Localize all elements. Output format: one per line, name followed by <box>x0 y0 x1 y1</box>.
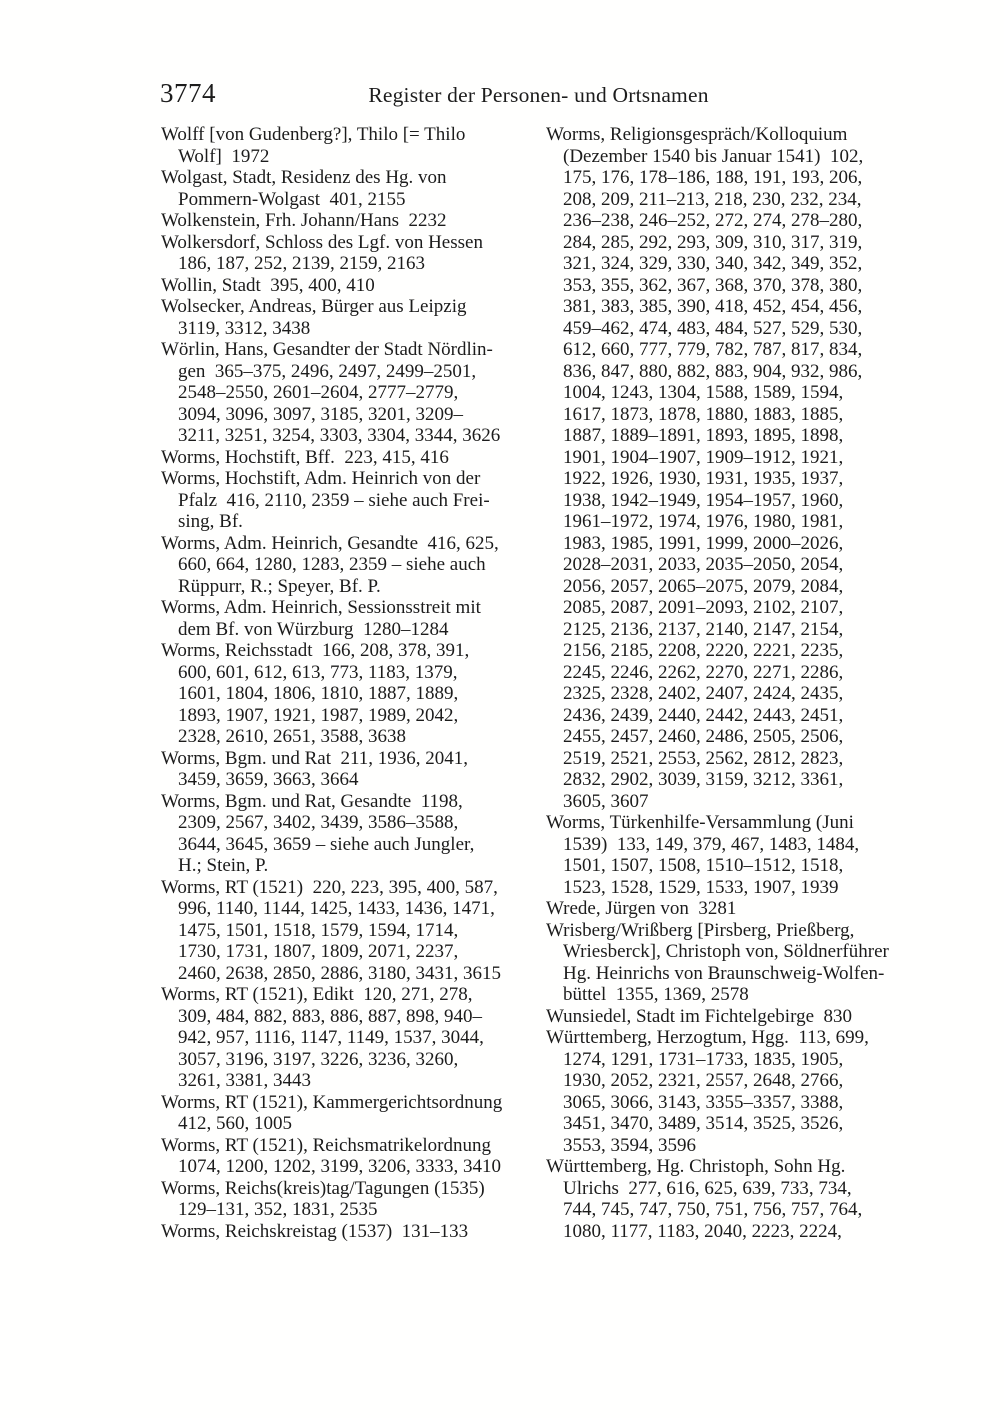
entry-continuation-line: 1074, 1200, 1202, 3199, 3206, 3333, 3410 <box>178 1156 501 1177</box>
entry-head-line: Worms, RT (1521), Kammergerichtsordnung <box>161 1091 503 1113</box>
index-entry <box>161 1221 543 1243</box>
entry-continuation-line: sing, Bf. <box>178 511 243 532</box>
index-entry <box>161 275 543 297</box>
entry-continuation-line: 175, 176, 178–186, 188, 191, 193, 206, <box>563 167 863 188</box>
entry-continuation-line: 3094, 3096, 3097, 3185, 3201, 3209– <box>178 403 463 425</box>
entry-continuation-line: 3451, 3470, 3489, 3514, 3525, 3526, <box>563 1113 844 1134</box>
entry-continuation-line: 353, 355, 362, 367, 368, 370, 378, 380, <box>563 274 863 296</box>
entry-continuation-line: dem Bf. von Würzburg 1280–1284 <box>178 618 449 640</box>
entry-continuation-line: Pfalz 416, 2110, 2359 – siehe auch Frei- <box>178 489 490 511</box>
index-entry <box>161 984 543 1092</box>
entry-continuation-line: 381, 383, 385, 390, 418, 452, 454, 456, <box>563 296 863 317</box>
entry-continuation-line: 1893, 1907, 1921, 1987, 1989, 2042, <box>178 704 459 726</box>
index-entry <box>546 124 928 812</box>
entry-continuation-line: Wriesberck], Christoph von, Söldnerführer <box>563 941 889 962</box>
index-entry <box>161 791 543 877</box>
entry-continuation-line: 3119, 3312, 3438 <box>178 317 311 339</box>
entry-continuation-line: 1922, 1926, 1930, 1931, 1935, 1937, <box>563 468 844 489</box>
entry-continuation-line: 1617, 1873, 1878, 1880, 1883, 1885, <box>563 403 844 425</box>
entry-continuation-line: 3211, 3251, 3254, 3303, 3304, 3344, 3626 <box>178 425 501 446</box>
entry-head-line: Wollin, Stadt 395, 400, 410 <box>161 274 375 296</box>
index-entry <box>161 597 543 640</box>
entry-continuation-line: 2028–2031, 2033, 2035–2050, 2054, <box>563 554 844 575</box>
entry-continuation-line: 2460, 2638, 2850, 2886, 3180, 3431, 3615 <box>178 962 501 984</box>
entry-continuation-line: 660, 664, 1280, 1283, 2359 – siehe auch <box>178 554 486 575</box>
index-entry <box>161 533 543 598</box>
entry-continuation-line: 1983, 1985, 1991, 1999, 2000–2026, <box>563 532 844 554</box>
entry-continuation-line: büttel 1355, 1369, 2578 <box>563 984 749 1005</box>
entry-continuation-line: gen 365–375, 2496, 2497, 2499–2501, <box>178 360 477 382</box>
entry-continuation-line: 1475, 1501, 1518, 1579, 1594, 1714, <box>178 919 459 941</box>
entry-head-line: Wunsiedel, Stadt im Fichtelgebirge 830 <box>546 1005 853 1027</box>
entry-head-line: Wörlin, Hans, Gesandter der Stadt Nördlin- <box>161 339 493 360</box>
index-entry <box>546 812 928 898</box>
entry-continuation-line: 3605, 3607 <box>563 790 649 812</box>
entry-head-line: Worms, Hochstift, Bff. 223, 415, 416 <box>161 446 449 468</box>
entry-continuation-line: (Dezember 1540 bis Januar 1541) 102, <box>563 145 864 167</box>
entry-head-line: Wolsecker, Andreas, Bürger aus Leipzig <box>161 296 467 317</box>
entry-head-line: Worms, Adm. Heinrich, Gesandte 416, 625, <box>161 532 499 554</box>
entry-continuation-line: 3459, 3659, 3663, 3664 <box>178 769 359 790</box>
entry-continuation-line: Wolf] 1972 <box>178 145 270 167</box>
entry-continuation-line: 1523, 1528, 1529, 1533, 1907, 1939 <box>563 876 839 898</box>
entry-head-line: Worms, Bgm. und Rat 211, 1936, 2041, <box>161 747 469 769</box>
index-entry <box>161 447 543 469</box>
index-entry <box>161 1178 543 1221</box>
entry-head-line: Worms, RT (1521), Reichsmatrikelordnung <box>161 1134 491 1156</box>
entry-continuation-line: 236–238, 246–252, 272, 274, 278–280, <box>563 210 863 231</box>
index-column-right <box>546 124 928 1242</box>
entry-continuation-line: 284, 285, 292, 293, 309, 310, 317, 319, <box>563 231 863 253</box>
entry-continuation-line: 942, 957, 1116, 1147, 1149, 1537, 3044, <box>178 1027 484 1048</box>
entry-continuation-line: Rüppurr, R.; Speyer, Bf. P. <box>178 575 381 597</box>
index-entry <box>161 232 543 275</box>
entry-continuation-line: 2519, 2521, 2553, 2562, 2812, 2823, <box>563 747 844 769</box>
entry-continuation-line: 3261, 3381, 3443 <box>178 1070 311 1091</box>
entry-continuation-line: 2309, 2567, 3402, 3439, 3586–3588, <box>178 812 459 833</box>
page-number: 3774 <box>160 78 216 108</box>
entry-head-line: Worms, RT (1521), Edikt 120, 271, 278, <box>161 984 473 1005</box>
index-entry <box>161 1092 543 1135</box>
entry-continuation-line: 1004, 1243, 1304, 1588, 1589, 1594, <box>563 382 844 403</box>
running-header-title: Register der Personen- und Ortsnamen <box>368 83 709 107</box>
entry-continuation-line: 612, 660, 777, 779, 782, 787, 817, 834, <box>563 339 863 360</box>
entry-continuation-line: 1887, 1889–1891, 1893, 1895, 1898, <box>563 425 844 446</box>
entry-continuation-line: 1901, 1904–1907, 1909–1912, 1921, <box>563 446 844 468</box>
entry-continuation-line: Pommern-Wolgast 401, 2155 <box>178 188 406 210</box>
entry-continuation-line: 459–462, 474, 483, 484, 527, 529, 530, <box>563 317 863 339</box>
entry-head-line: Worms, Adm. Heinrich, Sessionsstreit mit <box>161 597 481 618</box>
entry-head-line: Worms, Reichsstadt 166, 208, 378, 391, <box>161 640 470 661</box>
entry-continuation-line: 1961–1972, 1974, 1976, 1980, 1981, <box>563 511 844 532</box>
entry-continuation-line: 2325, 2328, 2402, 2407, 2424, 2435, <box>563 683 844 704</box>
entry-continuation-line: 600, 601, 612, 613, 773, 1183, 1379, <box>178 661 458 683</box>
entry-continuation-line: 186, 187, 252, 2139, 2159, 2163 <box>178 253 425 274</box>
entry-continuation-line: 2436, 2439, 2440, 2442, 2443, 2451, <box>563 704 844 726</box>
entry-continuation-line: 1274, 1291, 1731–1733, 1835, 1905, <box>563 1048 844 1070</box>
entry-continuation-line: 309, 484, 882, 883, 886, 887, 898, 940– <box>178 1005 482 1027</box>
index-entry <box>546 920 928 1006</box>
entry-continuation-line: 2245, 2246, 2262, 2270, 2271, 2286, <box>563 661 844 683</box>
entry-head-line: Wolgast, Stadt, Residenz des Hg. von <box>161 167 447 188</box>
entry-head-line: Wolkenstein, Frh. Johann/Hans 2232 <box>161 210 447 231</box>
entry-continuation-line: Hg. Heinrichs von Braunschweig-Wolfen- <box>563 962 885 984</box>
entry-head-line: Württemberg, Hg. Christoph, Sohn Hg. <box>546 1156 846 1177</box>
entry-continuation-line: 412, 560, 1005 <box>178 1113 292 1134</box>
entry-head-line: Wolff [von Gudenberg?], Thilo [= Thilo <box>161 124 466 145</box>
index-entry <box>161 167 543 210</box>
entry-continuation-line: 3057, 3196, 3197, 3226, 3236, 3260, <box>178 1048 459 1070</box>
entry-continuation-line: 2832, 2902, 3039, 3159, 3212, 3361, <box>563 769 844 790</box>
entry-continuation-line: 321, 324, 329, 330, 340, 342, 349, 352, <box>563 253 863 274</box>
entry-continuation-line: H.; Stein, P. <box>178 855 269 876</box>
entry-continuation-line: 1539) 133, 149, 379, 467, 1483, 1484, <box>563 833 860 855</box>
index-entry <box>161 210 543 232</box>
entry-head-line: Wrede, Jürgen von 3281 <box>546 898 737 919</box>
entry-continuation-line: 129–131, 352, 1831, 2535 <box>178 1199 378 1220</box>
entry-continuation-line: 2455, 2457, 2460, 2486, 2505, 2506, <box>563 726 844 747</box>
entry-continuation-line: 1938, 1942–1949, 1954–1957, 1960, <box>563 489 844 511</box>
index-entry <box>161 877 543 985</box>
index-entry <box>161 339 543 447</box>
entry-continuation-line: Ulrichs 277, 616, 625, 639, 733, 734, <box>563 1177 852 1199</box>
index-entry <box>161 124 543 167</box>
entry-head-line: Worms, Hochstift, Adm. Heinrich von der <box>161 468 481 489</box>
entry-continuation-line: 208, 209, 211–213, 218, 230, 232, 234, <box>563 188 862 210</box>
entry-continuation-line: 1080, 1177, 1183, 2040, 2223, 2224, <box>563 1220 842 1242</box>
entry-continuation-line: 1930, 2052, 2321, 2557, 2648, 2766, <box>563 1070 844 1091</box>
entry-head-line: Worms, RT (1521) 220, 223, 395, 400, 587, <box>161 876 498 898</box>
entry-head-line: Worms, Reichskreistag (1537) 131–133 <box>161 1220 469 1242</box>
entry-continuation-line: 2156, 2185, 2208, 2220, 2221, 2235, <box>563 640 844 661</box>
entry-head-line: Worms, Religionsgespräch/Kolloquium <box>546 124 848 145</box>
index-entry <box>161 296 543 339</box>
entry-continuation-line: 3644, 3645, 3659 – siehe auch Jungler, <box>178 833 475 855</box>
entry-continuation-line: 2085, 2087, 2091–2093, 2102, 2107, <box>563 597 844 618</box>
entry-continuation-line: 2548–2550, 2601–2604, 2777–2779, <box>178 382 459 403</box>
entry-continuation-line: 996, 1140, 1144, 1425, 1433, 1436, 1471, <box>178 898 495 919</box>
entry-continuation-line: 1730, 1731, 1807, 1809, 2071, 2237, <box>178 941 459 962</box>
index-entry <box>161 1135 543 1178</box>
entry-continuation-line: 2125, 2136, 2137, 2140, 2147, 2154, <box>563 618 844 640</box>
entry-continuation-line: 2056, 2057, 2065–2075, 2079, 2084, <box>563 575 844 597</box>
entry-head-line: Wolkersdorf, Schloss des Lgf. von Hessen <box>161 231 483 253</box>
index-entry <box>161 640 543 748</box>
entry-continuation-line: 1601, 1804, 1806, 1810, 1887, 1889, <box>178 683 459 704</box>
index-entry <box>161 468 543 533</box>
entry-continuation-line: 3553, 3594, 3596 <box>563 1134 696 1156</box>
index-entry <box>546 1027 928 1156</box>
entry-continuation-line: 3065, 3066, 3143, 3355–3357, 3388, <box>563 1091 844 1113</box>
index-entry <box>546 1006 928 1028</box>
entry-continuation-line: 1501, 1507, 1508, 1510–1512, 1518, <box>563 855 844 876</box>
entry-head-line: Worms, Türkenhilfe-Versammlung (Juni <box>546 812 854 833</box>
entry-continuation-line: 836, 847, 880, 882, 883, 904, 932, 986, <box>563 360 863 382</box>
entry-head-line: Worms, Bgm. und Rat, Gesandte 1198, <box>161 790 463 812</box>
entry-continuation-line: 744, 745, 747, 750, 751, 756, 757, 764, <box>563 1199 863 1220</box>
index-column-left <box>161 124 543 1242</box>
index-entry <box>546 1156 928 1242</box>
entry-continuation-line: 2328, 2610, 2651, 3588, 3638 <box>178 726 406 747</box>
entry-head-line: Wrisberg/Wrißberg [Pirsberg, Prießberg, <box>546 919 855 941</box>
entry-head-line: Württemberg, Herzogtum, Hgg. 113, 699, <box>546 1027 869 1048</box>
entry-head-line: Worms, Reichs(kreis)tag/Tagungen (1535) <box>161 1177 485 1199</box>
index-entry <box>161 748 543 791</box>
index-entry <box>546 898 928 920</box>
